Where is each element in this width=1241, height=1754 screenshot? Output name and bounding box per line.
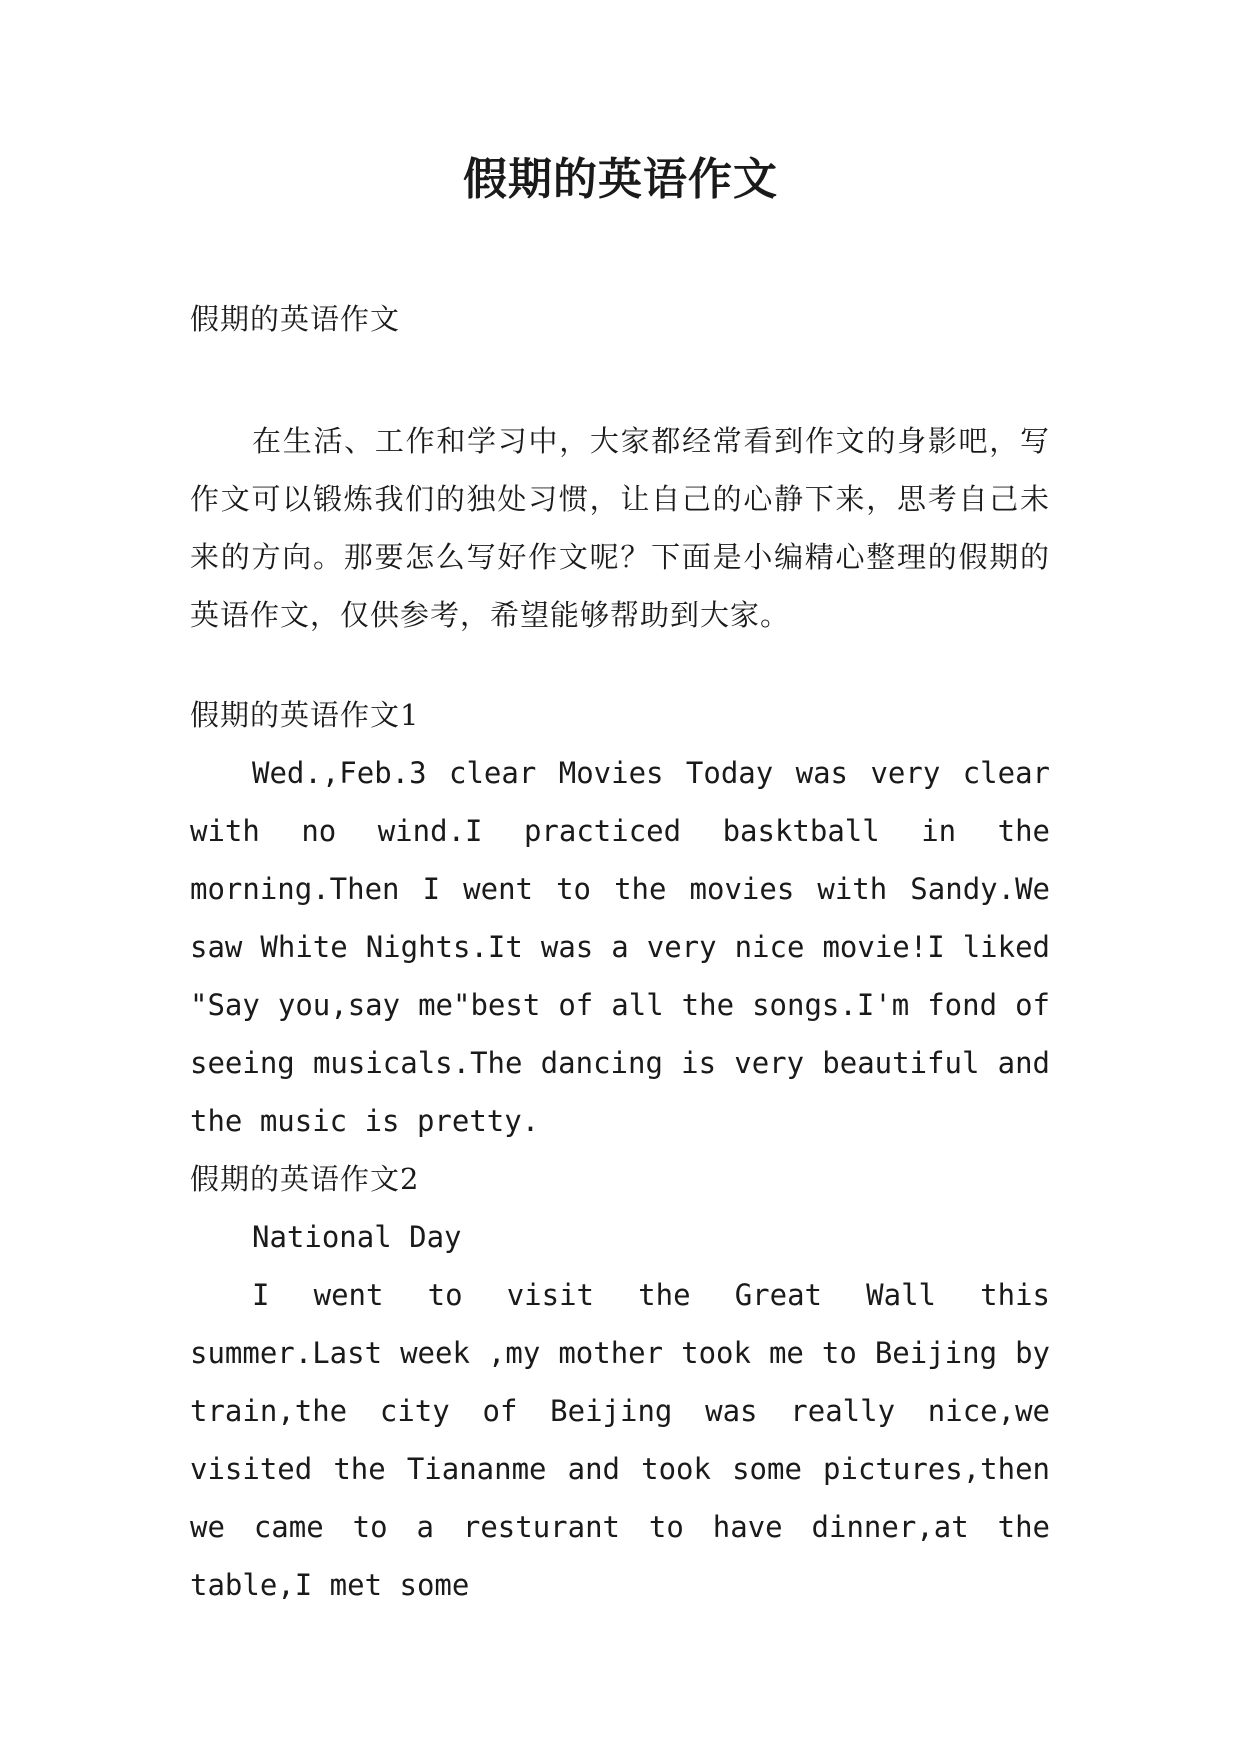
intro-paragraph: 在生活、工作和学习中，大家都经常看到作文的身影吧，写作文可以锻炼我们的独处习惯，让自己的心静下来，思考自己未来的方向。那要怎么写好作文呢？下面是小编精心整理的假期的英语作文，仅供参考，希望能够帮助到大家。 [190,424,1050,632]
document-title: 假期的英语作文 [463,154,778,205]
document-subtitle: 假期的英语作文 [190,302,401,336]
essay-2-body: I went to visit the Great Wall this summer.Last week ,my mother took me to Beijing by train,the city of Beijing was really nice,we visited the Tiananme and took some pictures,then we came to a resturant to have dinner,at the table,I met some [190,1278,1050,1602]
essay-1-body: Wed.,Feb.3 clear Movies Today was very clear with no wind.I practiced basktball in the morning.Then I went to the movies with Sandy.We saw White Nights.It was a very nice movie!I liked "Say you,say me"best of all the songs.I'm fond of seeing musicals.The dancing is very beautiful and the music is pretty. [190,756,1050,1138]
essay-1-heading: 假期的英语作文1 [190,698,420,732]
essay-2-subheading: National Day [252,1220,462,1254]
document-body [190,290,1050,1614]
essay-2-heading: 假期的英语作文2 [190,1162,420,1196]
